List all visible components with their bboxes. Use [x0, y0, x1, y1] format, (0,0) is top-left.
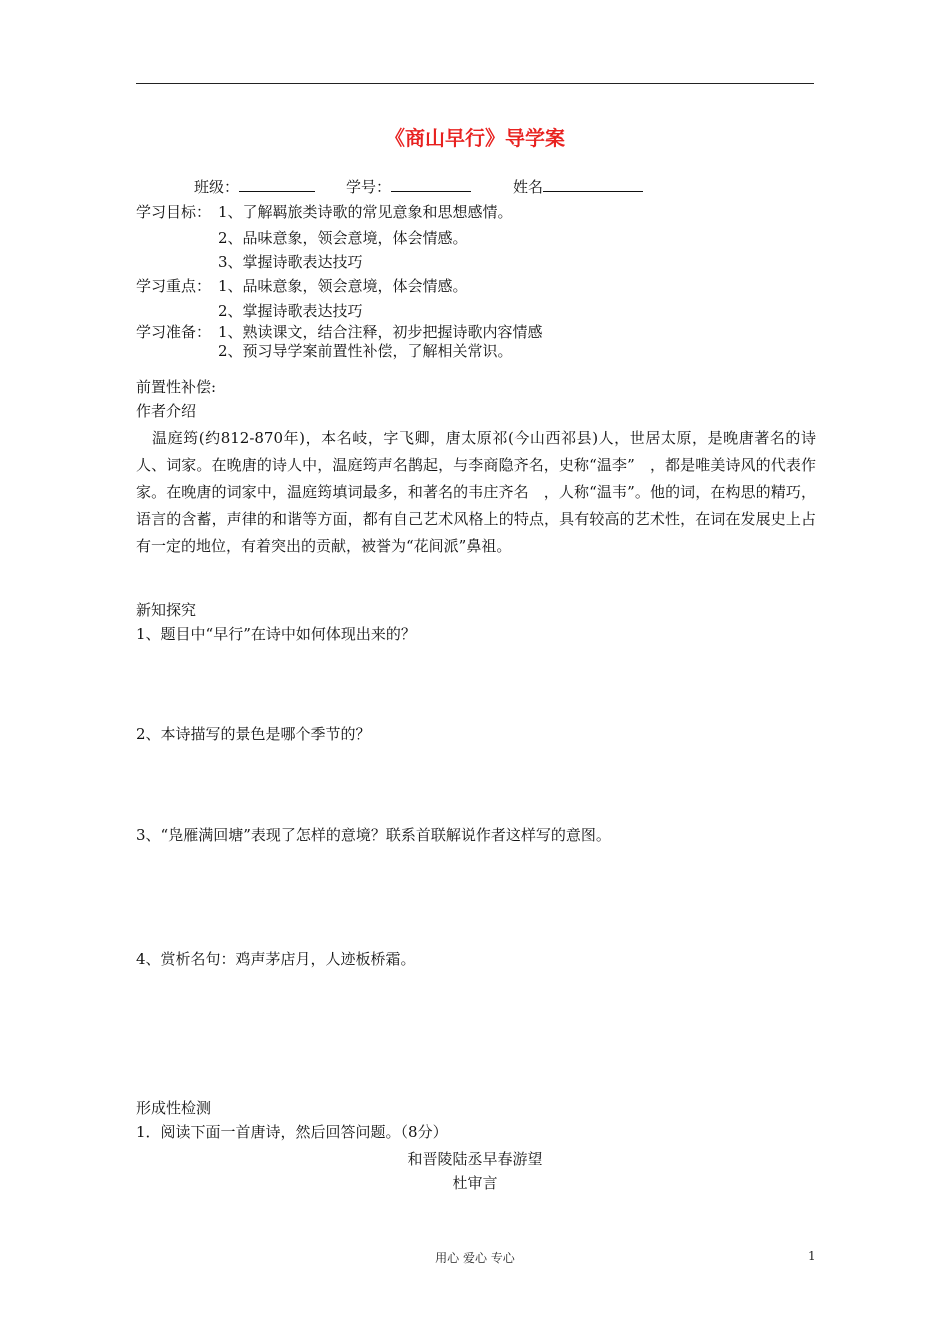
poem-author: 杜审言: [452, 1174, 498, 1192]
class-label: 班级：: [194, 178, 240, 196]
number-blank[interactable]: [391, 177, 471, 192]
question-4: 4、赏析名句：鸡声茅店月，人迹板桥霜。: [136, 950, 416, 968]
focus-label: 学习重点：: [136, 277, 212, 295]
name-label: 姓名: [513, 178, 544, 196]
page-footer: 用心 爱心 专心: [435, 1251, 515, 1265]
supplement-heading: 前置性补偿:: [136, 378, 217, 396]
header-rule: [136, 83, 814, 84]
name-field: [513, 177, 643, 197]
prep-item: 2、预习导学案前置性补偿，了解相关常识。: [218, 342, 513, 360]
name-blank[interactable]: [543, 177, 643, 192]
explore-heading: 新知探究: [136, 601, 197, 619]
author-paragraph: 温庭筠(约812-870年)，本名岐，字飞卿，唐太原祁(今山西祁县)人，世居太原，是晚唐著名的诗人、词家。在晚唐的诗人中，温庭筠声名鹊起，与李商隐齐名，史称“温李” ，都是唯美诗风的代表作家。在晚唐的词家中，温庭筠填词最多，和著名的韦庄齐名 ，人称“温韦”。他的词，在构思的精巧，语言的含蓄，声律的和谐等方面，都有自己艺术风格上的特点，具有较高的艺术性，在词在发展史上占有一定的地位，有着突出的贡献，被誉为“花间派”鼻祖。: [136, 429, 816, 555]
test-heading: 形成性检测: [136, 1099, 212, 1117]
prep-item: 1、熟读课文，结合注释，初步把握诗歌内容情感: [218, 323, 543, 341]
number-label: 学号：: [346, 178, 392, 196]
test-question-1: 1．阅读下面一首唐诗，然后回答问题。（8分）: [136, 1123, 448, 1141]
page-title: 《商山早行》导学案: [385, 126, 565, 150]
number-field: [346, 177, 471, 197]
goal-item: 2、品味意象，领会意境，体会情感。: [218, 229, 468, 247]
question-1: 1、题目中“早行”在诗中如何体现出来的？: [136, 625, 416, 643]
poem-title: 和晋陵陆丞早春游望: [407, 1150, 543, 1168]
prep-label: 学习准备：: [136, 323, 212, 341]
page-number: 1: [808, 1249, 816, 1263]
author-heading: 作者介绍: [136, 402, 197, 420]
class-field: [194, 177, 315, 197]
focus-item: 1、品味意象，领会意境，体会情感。: [218, 277, 468, 295]
class-blank[interactable]: [239, 177, 315, 192]
goals-label: 学习目标：: [136, 203, 212, 221]
question-2: 2、本诗描写的景色是哪个季节的？: [136, 725, 371, 743]
goal-item: 3、掌握诗歌表达技巧: [218, 253, 363, 271]
question-3: 3、“凫雁满回塘”表现了怎样的意境？联系首联解说作者这样写的意图。: [136, 826, 611, 844]
focus-item: 2、掌握诗歌表达技巧: [218, 302, 363, 320]
goal-item: 1、了解羁旅类诗歌的常见意象和思想感情。: [218, 203, 513, 221]
